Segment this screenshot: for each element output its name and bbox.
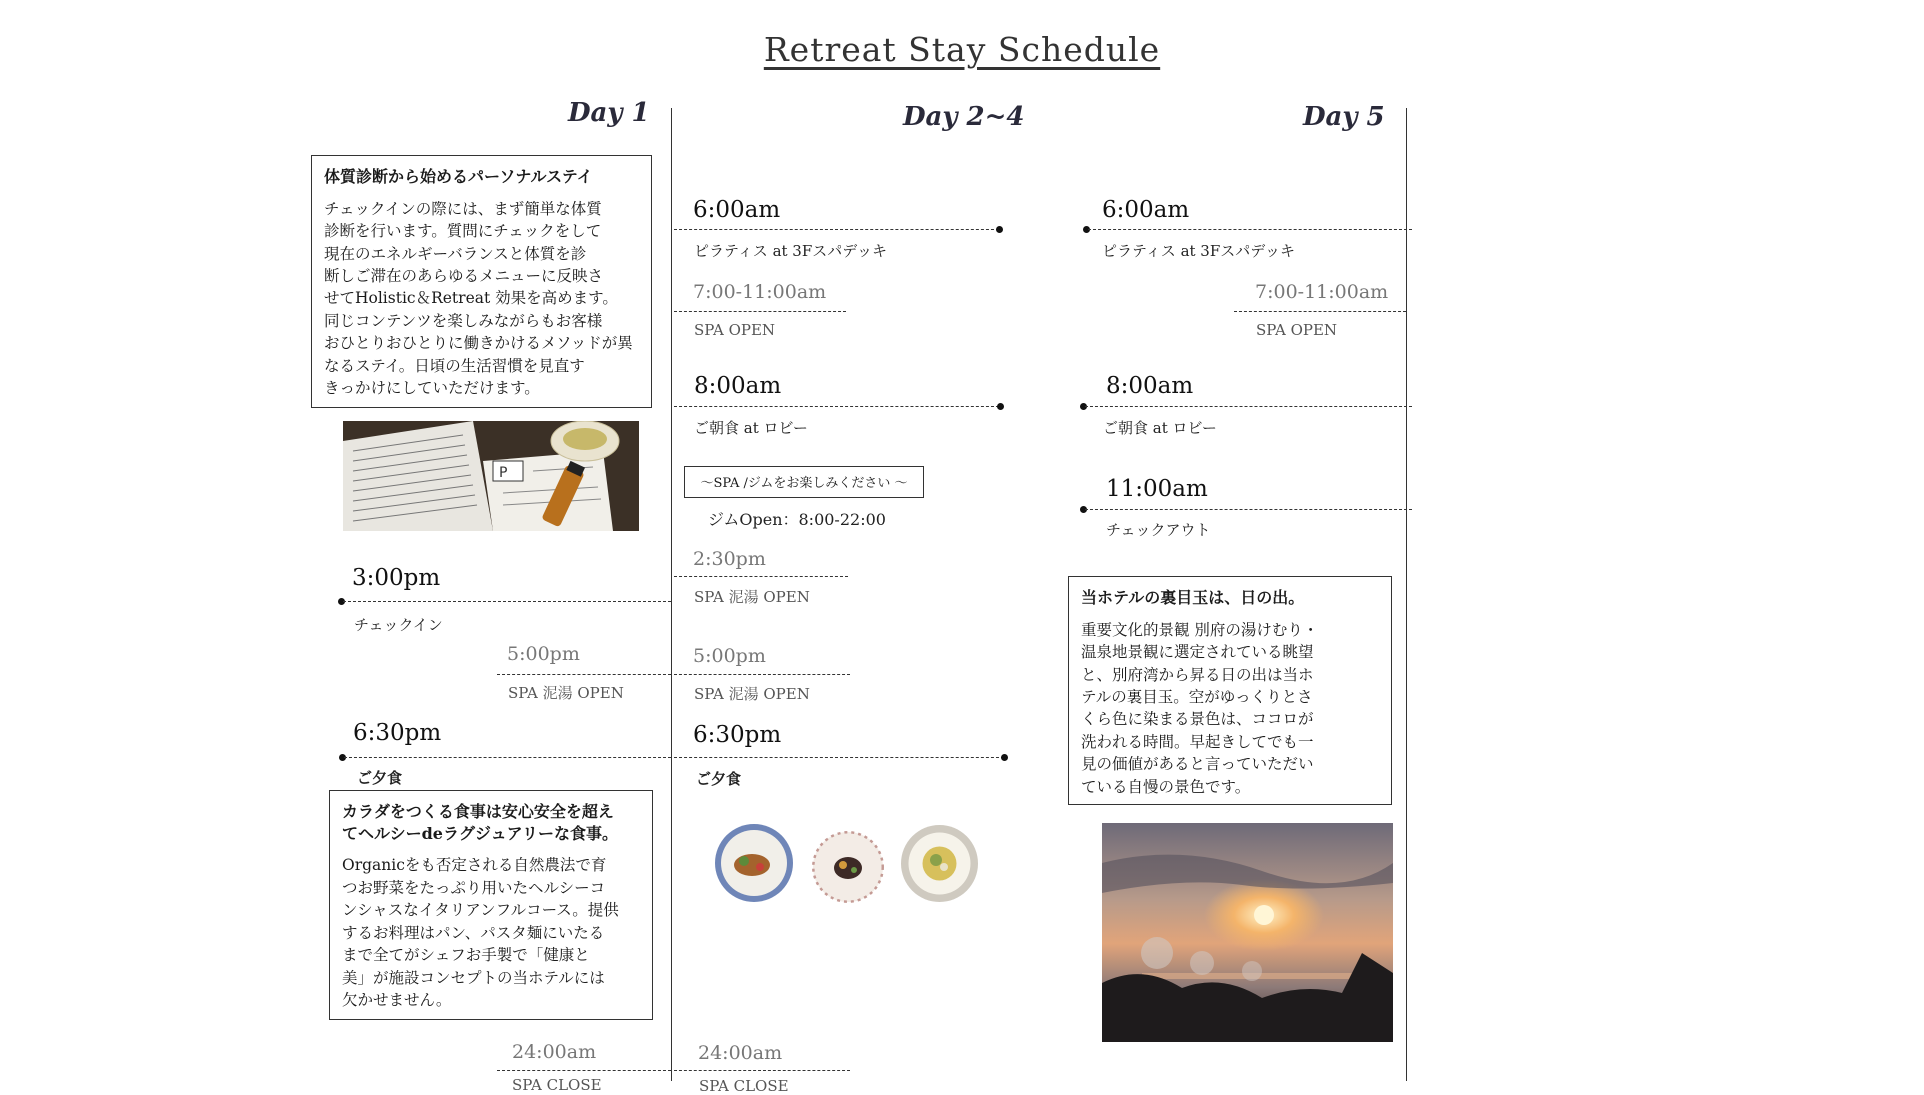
pilates-label: ピラティス at 3Fスパデッキ: [694, 242, 887, 260]
timeline-line: [674, 576, 848, 577]
timeline-line: [1088, 229, 1412, 230]
mud-bath-label: SPA 泥湯 OPEN: [694, 588, 810, 606]
timeline-dot: [997, 403, 1004, 410]
dinner-label-2: ご夕食: [696, 770, 742, 788]
spa-open-label: SPA 泥湯 OPEN: [508, 684, 624, 702]
timeline-dot: [996, 226, 1003, 233]
timeline-line: [1085, 406, 1412, 407]
day1-header: Day 1: [568, 98, 650, 128]
spa-open-label-2: SPA 泥湯 OPEN: [694, 685, 810, 703]
spa-close-label: SPA CLOSE: [512, 1076, 602, 1094]
food-box: [329, 790, 653, 1020]
dish-photo: [900, 824, 979, 903]
checkin-time: 3:00pm: [352, 565, 441, 591]
timeline-line: [497, 1070, 671, 1071]
timeline-line: [674, 1070, 850, 1071]
food-title: カラダをつくる食事は安心安全を超え てヘルシーdeラグジュアリーな食事。: [342, 802, 619, 843]
spa-open-time: 5:00pm: [507, 643, 580, 665]
spa-close-time: 24:00am: [512, 1041, 597, 1063]
spa-gym-banner: ～SPA /ジムをお楽しみください ～: [684, 466, 924, 498]
personal-stay-title: 体質診断から始めるパーソナルステイ: [324, 167, 593, 186]
gym-hours: ジムOpen：8:00-22:00: [708, 510, 886, 529]
checkin-label: チェックイン: [354, 616, 443, 634]
spa-open-time-2: 5:00pm: [693, 645, 766, 667]
timeline-line: [674, 674, 850, 675]
column-divider: [671, 108, 672, 1081]
timeline-line: [674, 311, 846, 312]
column-divider: [1406, 108, 1407, 1081]
diagnosis-photo: [343, 421, 639, 531]
timeline-line: [1085, 509, 1412, 510]
timeline-line: [1234, 311, 1406, 312]
sunrise-text: 重要文化的景観 別府の湯けむり・ 温泉地景観に選定されている眺望 と、別府湾から昇る日の出は当ホ テルの裏目玉。空がゆっくりとさ くら色に染まる景色は、ココロが 洗われる時間。早起きしてでも一 見の価値があると言っていただい ている自慢の景色です。: [1081, 620, 1319, 796]
sunrise-box: [1068, 576, 1392, 805]
day5-header: Day 5: [1303, 102, 1385, 132]
svg-text:P: P: [499, 465, 508, 481]
pilates-label-5: ピラティス at 3Fスパデッキ: [1102, 242, 1295, 260]
day2-header: Day 2~4: [903, 102, 1025, 132]
timeline-line: [674, 406, 999, 407]
timeline-line: [497, 674, 671, 675]
page-title: Retreat Stay Schedule: [763, 30, 1161, 69]
sunrise-title: 当ホテルの裏目玉は、日の出。: [1081, 588, 1305, 607]
timeline-dot: [1001, 754, 1008, 761]
pilates-time-5: 6:00am: [1102, 197, 1190, 223]
dinner-time: 6:30pm: [353, 720, 442, 746]
pilates-time: 6:00am: [693, 197, 781, 223]
breakfast-time: 8:00am: [694, 373, 782, 399]
spa-close-label-2: SPA CLOSE: [699, 1077, 789, 1095]
mud-bath-time: 2:30pm: [693, 548, 766, 570]
spa-open-label: SPA OPEN: [694, 321, 776, 339]
personal-stay-text: チェックインの際には、まず簡単な体質 診断を行います。質問にチェックをして 現在のエネルギーバランスと体質を診 断しご滞在のあらゆるメニューに反映さ せてHolistic＆Retreat 効果を高めます。 同じコンテンツを楽しみながらもお客様 おひとりおひとりに働きかけるメソッドが異 なるステイ。日頃の生活習慣を見直す きっかけにしていただけます。: [324, 199, 633, 398]
breakfast-label-5: ご朝食 at ロビー: [1103, 419, 1217, 437]
dinner-label: ご夕食: [357, 769, 403, 787]
timeline-line: [343, 601, 671, 602]
dish-photo: [812, 831, 884, 903]
dish-photo: [714, 823, 794, 903]
checkout-time: 11:00am: [1106, 476, 1208, 502]
food-text: Organicをも否定される自然農法で育 つお野菜をたっぷり用いたヘルシーコ ンシャスなイタリアンフルコース。提供 するお料理はパン、パスタ麺にいたる まで全てがシェフお手製で「健康と 美」が施設コンセプトの当ホテルには 欠かせません。: [342, 856, 619, 1009]
timeline-line: [344, 757, 671, 758]
personal-stay-box: [311, 155, 652, 408]
spa-close-time-2: 24:00am: [698, 1042, 783, 1064]
sunrise-photo: [1102, 823, 1393, 1042]
timeline-line: [674, 757, 1004, 758]
breakfast-time-5: 8:00am: [1106, 373, 1194, 399]
checkout-label: チェックアウト: [1106, 521, 1211, 539]
spa-open-label-5: SPA OPEN: [1256, 321, 1338, 339]
dinner-time-2: 6:30pm: [693, 722, 782, 748]
spa-hours-time: 7:00-11:00am: [693, 281, 827, 303]
timeline-line: [674, 229, 999, 230]
breakfast-label: ご朝食 at ロビー: [694, 419, 808, 437]
spa-hours-time-5: 7:00-11:00am: [1255, 281, 1389, 303]
